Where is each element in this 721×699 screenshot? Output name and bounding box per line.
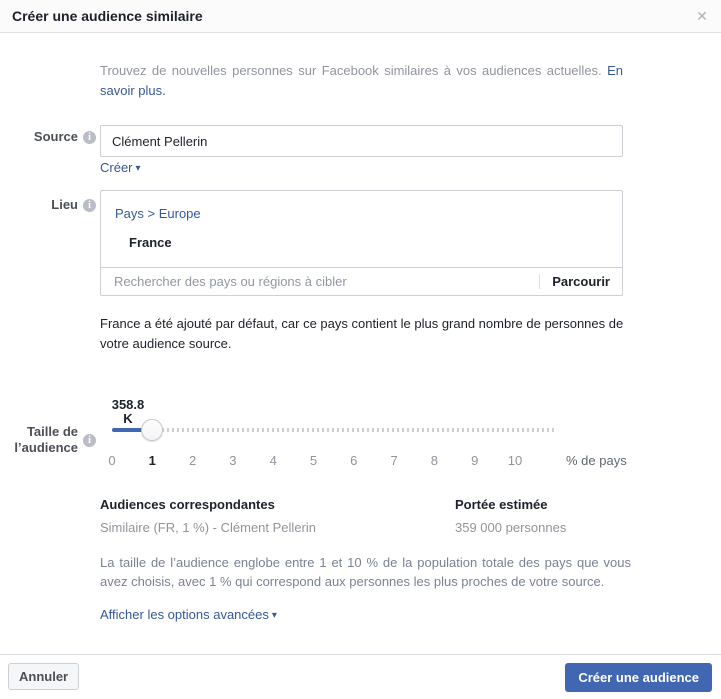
slider-tick-7: 7 — [390, 453, 398, 468]
create-source-label: Créer — [100, 160, 133, 175]
slider-tick-1: 1 — [148, 453, 156, 468]
slider-tick-6: 6 — [350, 453, 358, 468]
location-label: Lieu — [51, 197, 78, 212]
browse-button[interactable]: Parcourir — [552, 274, 610, 289]
slider-ticks — [100, 453, 640, 469]
source-label-row — [0, 129, 96, 145]
slider-tick-8: 8 — [430, 453, 439, 468]
close-icon[interactable]: ✕ — [696, 8, 708, 24]
source-input[interactable] — [100, 125, 623, 157]
slider-unit-label: % de pays — [566, 453, 627, 468]
learn-more-link[interactable]: En savoir plus. — [100, 63, 623, 98]
slider-value-unit: K — [123, 411, 133, 426]
advanced-options-label: Afficher les options avancées — [100, 607, 269, 622]
dialog-title: Créer une audience similaire — [12, 8, 203, 24]
location-search-input[interactable] — [101, 269, 539, 294]
slider-tick-5: 5 — [309, 453, 318, 468]
audience-size-description: La taille de l’audience englobe entre 1 et 10 % de la population totale des pays que vous avez choisis, avec 1 % qui correspond aux personnes les plus proches de votre source. — [100, 555, 631, 589]
create-source-dropdown[interactable] — [100, 160, 141, 175]
create-audience-button[interactable]: Créer une audience — [565, 663, 712, 692]
slider-tick-0: 0 — [108, 453, 116, 468]
audience-size-label-line2: l’audience — [14, 440, 78, 455]
slider-value-number: 358.8 — [111, 397, 145, 412]
slider-tick-3: 3 — [229, 453, 237, 468]
estimated-reach-title: Portée estimée — [455, 497, 548, 512]
matching-audiences-title: Audiences correspondantes — [100, 497, 275, 512]
intro-text — [100, 61, 623, 101]
slider-tick-2: 2 — [188, 453, 197, 468]
location-breadcrumb[interactable]: Pays > Europe — [115, 206, 201, 221]
audience-size-label-line1: Taille de — [26, 424, 78, 439]
chevron-down-icon: ▾ — [271, 610, 277, 621]
slider-tick-10: 10 — [507, 453, 523, 468]
audience-size-slider — [100, 398, 640, 476]
slider-tick-4: 4 — [269, 453, 277, 468]
help-icon[interactable]: i — [83, 131, 96, 144]
location-default-note: France a été ajouté par défaut, car ce pays contient le plus grand nombre de personnes de votre audience source. — [100, 316, 624, 351]
source-label: Source — [33, 129, 78, 144]
location-label-row — [0, 197, 96, 213]
slider-tick-9: 9 — [471, 453, 479, 468]
location-box — [100, 190, 623, 296]
help-icon[interactable]: i — [83, 199, 96, 212]
dialog-header — [0, 0, 721, 33]
chevron-down-icon: ▾ — [135, 163, 141, 174]
audience-size-label — [14, 424, 78, 456]
audience-size-label-row — [0, 424, 96, 456]
location-search-row — [101, 267, 622, 295]
matching-audiences-value: Similaire (FR, 1 %) - Clément Pellerin — [100, 520, 316, 535]
intro-text-body: Trouvez de nouvelles personnes sur Facebook similaires à vos audiences actuelles. — [100, 63, 602, 78]
help-icon[interactable]: i — [83, 434, 96, 447]
cancel-button[interactable]: Annuler — [8, 663, 79, 690]
advanced-options-link[interactable] — [100, 607, 277, 622]
slider-track[interactable] — [112, 428, 555, 432]
slider-thumb[interactable] — [141, 419, 163, 441]
estimated-reach-value: 359 000 personnes — [455, 520, 567, 535]
location-country[interactable]: France — [129, 235, 172, 250]
dialog-footer — [0, 654, 721, 699]
